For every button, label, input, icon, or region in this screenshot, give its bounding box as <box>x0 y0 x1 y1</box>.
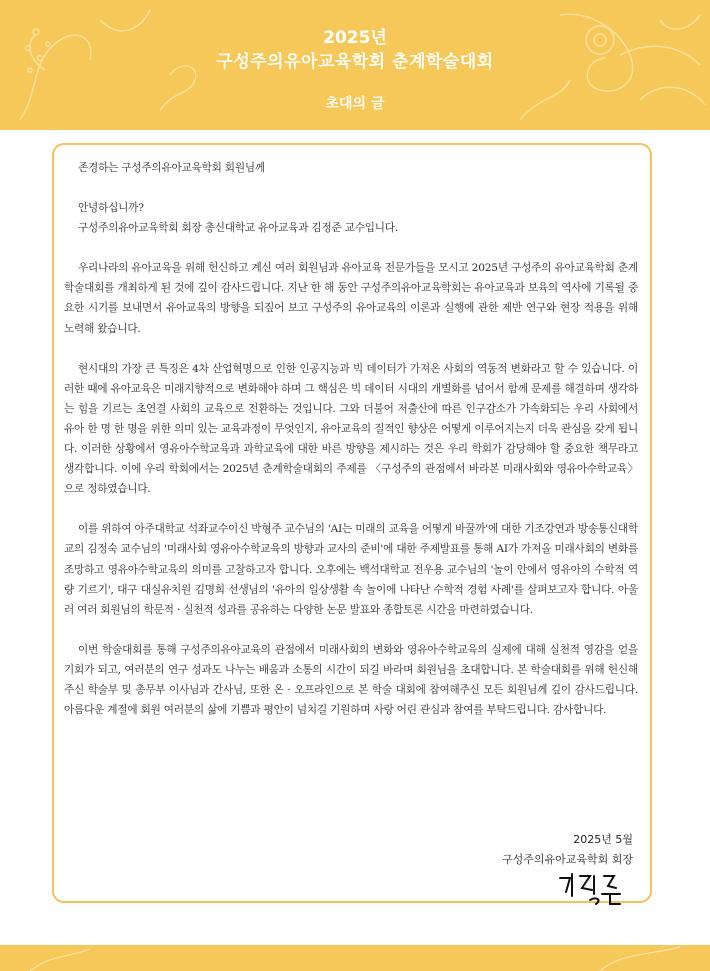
letter-body <box>64 158 638 720</box>
paragraph-2: 현시대의 가장 큰 특징은 4차 산업혁명으로 인한 인공지능과 빅 데이터가 가져온 사회의 역동적 변화라고 할 수 있습니다. 이러한 때에 유아교육은 미래지향적으로 변화해야 하며 그 핵심은 빅 데이터 시대의 개별화를 넘어서 함께 문제를 해결하며 생각하는 힘을 기르는 초연결 사회의 교육으로 전환하는 것입니다. 그와 더불어 저출산에 따른 인구감소가 가속화되는 우리 사회에서 유아 한 명 한 명을 위한 의미 있는 교육과정이 무엇인지, 유아교육의 질적인 향상은 어떻게 이루어지는지 더욱 관심을 갖게 됩니다. 이러한 상황에서 영유아수학교육과 과학교육에 대한 바른 방향을 제시하는 것은 우리 학회가 감당해야 할 중요한 책무라고 생각합니다. 이에 우리 학회에서는 2025년 춘계학술대회의 주제를 〈구성주의 관점에서 바라본 미래사회와 영유아수학교육〉으로 정하였습니다. <box>64 362 638 496</box>
event-year: 2025년 <box>323 28 387 48</box>
letter-date: 2025년 5월 <box>573 833 633 846</box>
signature-block <box>502 830 633 870</box>
greeting: 안녕하십니까? <box>78 202 144 215</box>
intro-line: 구성주의유아교육학회 회장 총신대학교 유아교육과 김정준 교수입니다. <box>78 222 399 235</box>
handwritten-signature <box>556 870 626 908</box>
footer-banner <box>0 945 710 971</box>
event-title: 구성주의유아교육학회 춘계학술대회 <box>216 52 494 72</box>
paragraph-4: 이번 학술대회를 통해 구성주의유아교육의 관점에서 미래사회의 변화와 영유아수학교육의 실제에 대해 실천적 영감을 얻을 기회가 되고, 여러분의 연구 성과도 나누는 배움과 소통의 시간이 되길 바라며 회원님을 초대합니다. 본 학술대회를 위해 헌신해주신 학술부 및 총무부 이사님과 간사님, 또한 온 · 오프라인으로 본 학술 대회에 참여해주신 모든 회원님께 깊이 감사드립니다. 아름다운 계절에 회원 여러분의 삶에 기쁨과 평안이 넘치길 기원하며 사랑 어린 관심과 참여를 부탁드립니다. 감사합니다. <box>64 643 638 717</box>
page-subtitle: 초대의 글 <box>325 96 385 112</box>
paragraph-3: 이를 위하여 아주대학교 석좌교수이신 박형주 교수님의 'AI는 미래의 교육을 어떻게 바꿀까'에 대한 기조강연과 방송통신대학교의 김정숙 교수님의 '미래사회 영유아수학교육의 방향과 교사의 준비'에 대한 주제발표를 통해 AI가 가져올 미래사회의 변화를 조망하고 영유아수학교육의 의미를 고찰하고자 합니다. 오후에는 백석대학교 전우용 교수님의 '놀이 안에서 영유아의 수학적 역량 기르기', 대구 대실유치원 김명희 선생님의 '유아의 일상생활 속 놀이에 나타난 수학적 경험 사례'를 살펴보고자 합니다. 아울러 여러 회원님의 학문적 · 실천적 성과를 공유하는 다양한 논문 발표와 종합토론 시간을 마련하였습니다. <box>64 523 638 616</box>
paragraph-1: 우리나라의 유아교육을 위해 헌신하고 계신 여러 회원님과 유아교육 전문가들을 모시고 2025년 구성주의 유아교육학회 춘계학술대회를 개최하게 된 것에 깊이 감사드립니다. 지난 한 해 동안 구성주의유아교육학회는 유아교육과 보육의 역사에 기록될 중요한 시기를 보내면서 유아교육의 방향을 되짚어 보고 구성주의 유아교육의 이론과 실행에 관한 제반 연구와 현장 적용을 위해 노력해 왔습니다. <box>64 262 638 335</box>
header-banner <box>0 0 710 130</box>
footer-decoration-icon <box>0 945 710 971</box>
event-title-block <box>0 26 710 74</box>
salutation: 존경하는 구성주의유아교육학회 회원님께 <box>78 162 265 174</box>
signer-title: 구성주의유아교육학회 회장 <box>501 853 633 866</box>
